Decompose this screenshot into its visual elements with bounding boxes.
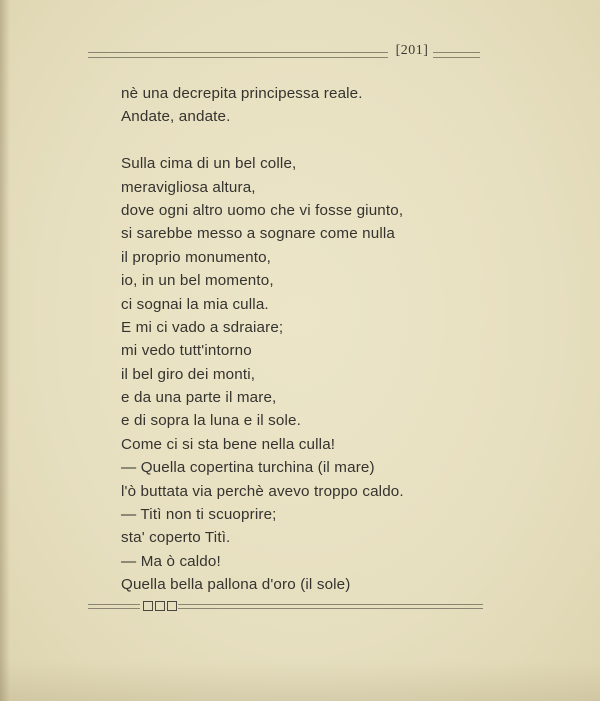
page-number: [201] bbox=[395, 43, 429, 58]
poem-text bbox=[121, 82, 481, 597]
poem-line: e di sopra la luna e il sole. bbox=[121, 412, 301, 430]
poem-line: Quella bella pallona d'oro (il sole) bbox=[121, 576, 351, 594]
footer-rule-right bbox=[178, 604, 483, 609]
poem-line: e da una parte il mare, bbox=[121, 389, 277, 407]
header-rule-right bbox=[433, 52, 480, 58]
poem-line: il proprio monumento, bbox=[121, 248, 272, 266]
poem-line: — Ma ò caldo! bbox=[121, 552, 221, 570]
poem-line: meravigliosa altura, bbox=[121, 178, 256, 196]
header-rule-left bbox=[88, 52, 388, 58]
poem-line: Sulla cima di un bel colle, bbox=[121, 155, 297, 173]
page-gutter-shadow bbox=[0, 0, 10, 701]
footer-rule-left bbox=[88, 604, 140, 609]
footer-ornament bbox=[88, 601, 483, 615]
poem-line: nè una decrepita principessa reale. bbox=[121, 85, 363, 102]
poem-line: Andate, andate. bbox=[121, 108, 231, 126]
poem-line: mi vedo tutt'intorno bbox=[121, 342, 252, 360]
poem-line: l'ò buttata via perchè avevo troppo caldo. bbox=[121, 482, 404, 500]
poem-line: dove ogni altro uomo che vi fosse giunto, bbox=[121, 201, 404, 219]
poem-line: sta' coperto Titì. bbox=[121, 529, 231, 547]
poem-line: il bel giro dei monti, bbox=[121, 365, 256, 383]
ornament-box bbox=[143, 601, 153, 611]
ornament-box bbox=[167, 601, 177, 611]
poem-line: E mi ci vado a sdraiare; bbox=[121, 318, 284, 336]
poem-line: si sarebbe messo a sognare come nulla bbox=[121, 225, 396, 243]
header-rule bbox=[88, 43, 480, 65]
poem-line: ci sognai la mia culla. bbox=[121, 295, 269, 313]
poem-line: io, in un bel momento, bbox=[121, 272, 274, 290]
ornament-box bbox=[155, 601, 165, 611]
poem-line: Come ci si sta bene nella culla! bbox=[121, 435, 336, 453]
poem-line: — Quella copertina turchina (il mare) bbox=[121, 459, 375, 477]
poem-line: — Titì non ti scuoprire; bbox=[121, 506, 277, 524]
stanza-break bbox=[121, 129, 481, 152]
box-chain-ornament-icon bbox=[143, 601, 177, 613]
page-bottom-shade bbox=[0, 661, 600, 701]
